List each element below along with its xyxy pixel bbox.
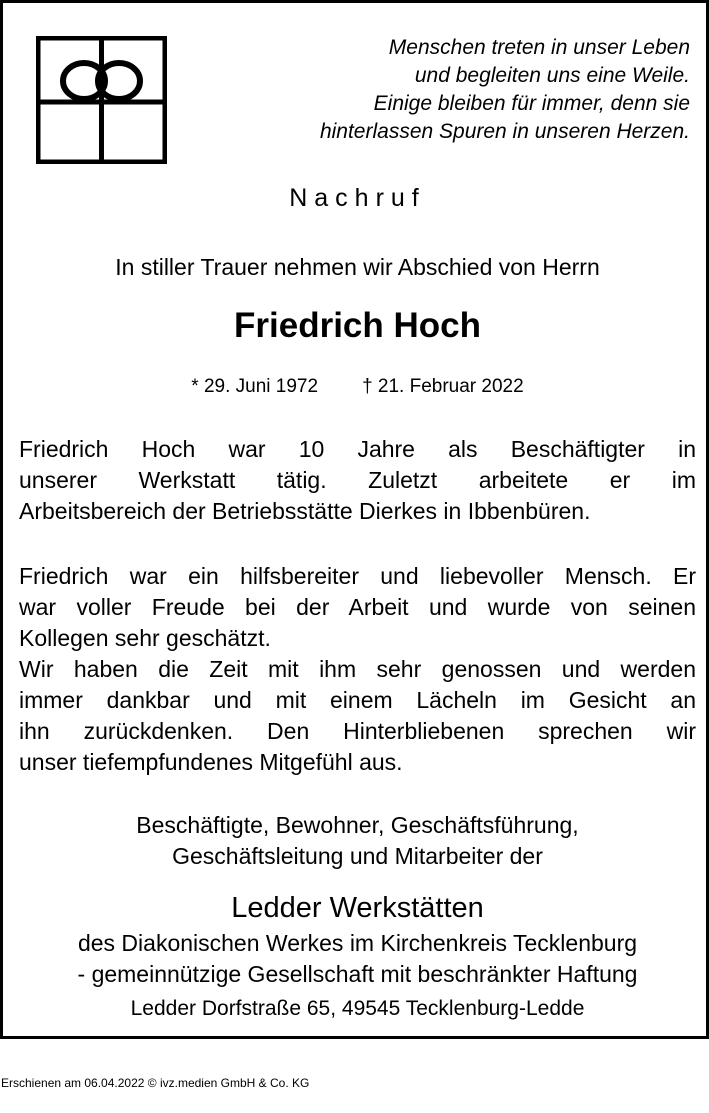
paragraph-employment <box>19 434 696 527</box>
signatories-line: Geschäftsleitung und Mitarbeiter der <box>172 843 543 869</box>
paragraph-line: Arbeitsbereich der Betriebsstätte Dierkes in Ibbenbüren. <box>19 498 591 524</box>
paragraph-line: ihn zurückdenken. Den Hinterbliebenen sprechen wir <box>19 718 696 744</box>
deceased-name: Friedrich Hoch <box>234 306 481 345</box>
death-date: † 21. Februar 2022 <box>362 376 524 397</box>
intro-line: In stiller Trauer nehmen wir Abschied von Herrn <box>115 254 600 280</box>
signatories <box>3 810 709 872</box>
paragraph-line: Kollegen sehr geschätzt. <box>19 625 271 651</box>
paragraph-tribute <box>19 561 696 778</box>
paragraph-line: Wir haben die Zeit mit ihm sehr genossen und werden <box>19 656 696 682</box>
paragraph-line: unser tiefempfundenes Mitgefühl aus. <box>19 749 403 775</box>
obituary-title: Nachruf <box>289 184 426 212</box>
poem <box>220 34 690 146</box>
paragraph-line: immer dankbar und mit einem Lächeln im Gesicht an <box>19 687 696 713</box>
paragraph-line: Friedrich war ein hilfsbereiter und liebevoller Mensch. Er <box>19 563 696 589</box>
organization-subtitle-line: - gemeinnützige Gesellschaft mit beschränkter Haftung <box>77 961 638 987</box>
poem-line: hinterlassen Spuren in unseren Herzen. <box>319 120 690 143</box>
paragraph-line: war voller Freude bei der Arbeit und wurde von seinen <box>19 594 696 620</box>
birth-date: * 29. Juni 1972 <box>191 376 319 397</box>
poem-line: Einige bleiben für immer, denn sie <box>373 92 690 115</box>
paragraph-line: unserer Werkstatt tätig. Zuletzt arbeitete er im <box>19 467 696 493</box>
paragraph-line: Friedrich Hoch war 10 Jahre als Beschäftigter in <box>19 436 696 462</box>
organization-name: Ledder Werkstätten <box>231 892 484 924</box>
life-dates <box>3 376 709 398</box>
signatories-line: Beschäftigte, Bewohner, Geschäftsführung, <box>136 812 579 838</box>
diakonie-cross-logo-icon <box>36 36 167 164</box>
organization-subtitle-line: des Diakonischen Werkes im Kirchenkreis Tecklenburg <box>77 930 638 956</box>
poem-line: und begleiten uns eine Weile. <box>414 64 690 87</box>
organization-address: Ledder Dorfstraße 65, 49545 Tecklenburg-Ledde <box>130 997 585 1020</box>
organization-subtitle <box>3 928 709 990</box>
publication-footer: Erschienen am 06.04.2022 © ivz.medien GmbH & Co. KG <box>1 1076 310 1090</box>
poem-line: Menschen treten in unser Leben <box>388 36 690 59</box>
